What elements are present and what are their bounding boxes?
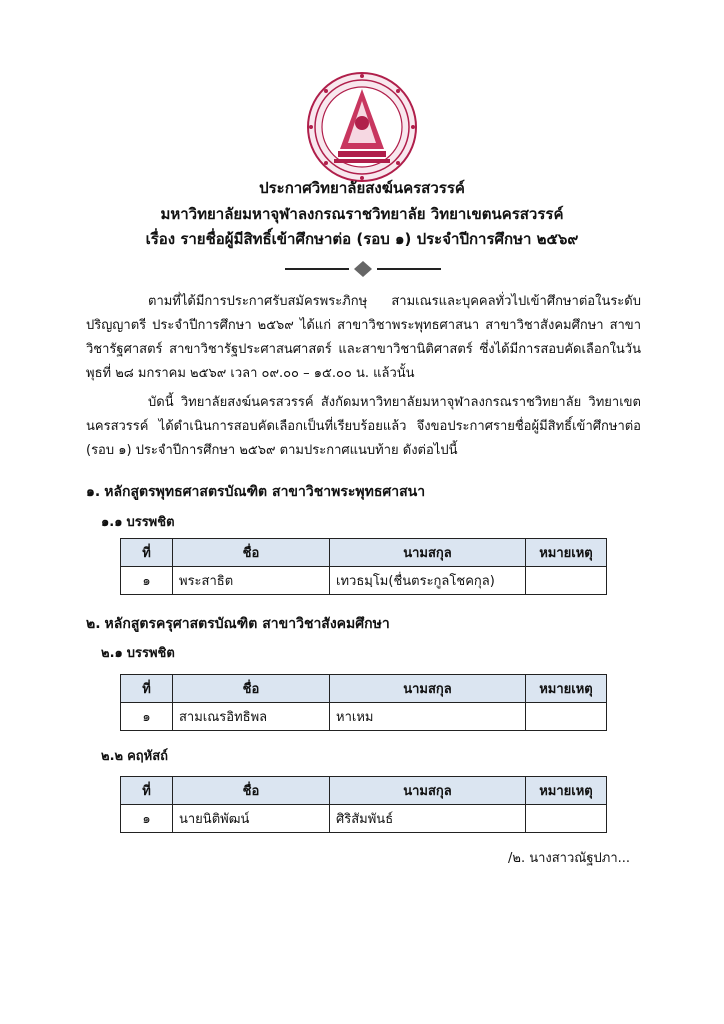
subsection-1-1-heading (101, 512, 179, 534)
table-row (121, 805, 607, 833)
intro-paragraph-1: ตามที่ได้มีการประกาศรับสมัครพระภิกษุ สามเณรและบุคคลทั่วไปเข้าศึกษาต่อในระดับปริญญาตรี ประจำปีการศึกษา ๒๕๖๙ ได้แก่ สาขาวิชาพระพุทธศาสนา สาขาวิชาสังคมศึกษา สาขาวิชารัฐศาสตร์ สาขาวิชารัฐประศาสนศาสตร์ และสาขาวิชานิติศาสตร์ ซึ่งได้มีการสอบคัดเลือกในวันพุธที่ ๒๘ มกราคม ๒๕๖๙ เวลา ๐๙.๐๐ – ๑๕.๐๐ น. แล้วนั้น (86, 294, 641, 381)
cell-note (526, 703, 607, 731)
column-header-no: ที่ (121, 675, 173, 703)
cell-no: ๑ (121, 567, 173, 595)
subsection-1-1-number: ๑.๑ (101, 515, 123, 530)
section-2-heading (86, 613, 394, 635)
subsection-2-2-heading (101, 746, 172, 768)
university-seal-logo (306, 71, 418, 183)
subsection-2-2-number: ๒.๒ (101, 749, 124, 764)
column-header-name: ชื่อ (173, 675, 330, 703)
cell-name: พระสาธิต (173, 567, 330, 595)
subsection-1-1-title: บรรพชิต (126, 515, 175, 530)
column-header-name: ชื่อ (173, 777, 330, 805)
cell-note (526, 805, 607, 833)
table-row (121, 703, 607, 731)
section-2-number: ๒. (86, 616, 101, 632)
column-header-note: หมายเหตุ (526, 777, 607, 805)
cell-no: ๑ (121, 805, 173, 833)
column-header-no: ที่ (121, 539, 173, 567)
table-section-2-1 (120, 674, 607, 731)
table-row (121, 567, 607, 595)
table-header-row (121, 539, 607, 567)
cell-surname: หาเหม (330, 703, 526, 731)
subsection-2-1-title: บรรพชิต (126, 646, 175, 661)
column-header-no: ที่ (121, 777, 173, 805)
column-header-name: ชื่อ (173, 539, 330, 567)
column-header-surname: นามสกุล (330, 539, 526, 567)
subsection-2-1-heading (101, 643, 179, 665)
header-line-1: ประกาศวิทยาลัยสงฆ์นครสวรรค์ (259, 179, 465, 197)
table-section-1-1 (120, 538, 607, 595)
cell-note (526, 567, 607, 595)
subsection-2-1-number: ๒.๑ (101, 646, 123, 661)
column-header-surname: นามสกุล (330, 675, 526, 703)
cell-no: ๑ (121, 703, 173, 731)
cell-surname: เทวธมฺโม(ชื่นตระกูลโชคกุล) (330, 567, 526, 595)
table-header-row (121, 675, 607, 703)
section-1-number: ๑. (86, 484, 101, 500)
section-1-heading (86, 481, 429, 503)
table-section-2-2 (120, 776, 607, 833)
column-header-note: หมายเหตุ (526, 539, 607, 567)
section-1-title: หลักสูตรพุทธศาสตรบัณฑิต สาขาวิชาพระพุทธศาสนา (104, 484, 426, 500)
cell-name: นายนิติพัฒน์ (173, 805, 330, 833)
subsection-2-2-title: คฤหัสถ์ (127, 749, 169, 764)
column-header-surname: นามสกุล (330, 777, 526, 805)
intro-paragraph-2: บัดนี้ วิทยาลัยสงฆ์นครสวรรค์ สังกัดมหาวิทยาลัยมหาจุฬาลงกรณราชวิทยาลัย วิทยาเขตนครสวรรค์ ได้ดำเนินการสอบคัดเลือกเป็นที่เรียบร้อยแล้ว จึงขอประกาศรายชื่อผู้มีสิทธิ์เข้าศึกษาต่อ (รอบ ๑) ประจำปีการศึกษา ๒๕๖๙ ตามประกาศแนบท้าย ดังต่อไปนี้ (86, 395, 641, 458)
cell-name: สามเณรอิทธิพล (173, 703, 330, 731)
continued-footer: /๒. นางสาวณัฐปภา... (508, 851, 631, 866)
ornament-divider (285, 260, 441, 278)
header-line-2: มหาวิทยาลัยมหาจุฬาลงกรณราชวิทยาลัย วิทยาเขตนครสวรรค์ (160, 205, 564, 223)
header-line-3: เรื่อง รายชื่อผู้มีสิทธิ์เข้าศึกษาต่อ (รอบ ๑) ประจำปีการศึกษา ๒๕๖๙ (145, 230, 579, 248)
table-header-row (121, 777, 607, 805)
section-2-title: หลักสูตรครุศาสตรบัณฑิต สาขาวิชาสังคมศึกษา (104, 616, 390, 632)
cell-surname: ศิริสัมพันธ์ (330, 805, 526, 833)
column-header-note: หมายเหตุ (526, 675, 607, 703)
